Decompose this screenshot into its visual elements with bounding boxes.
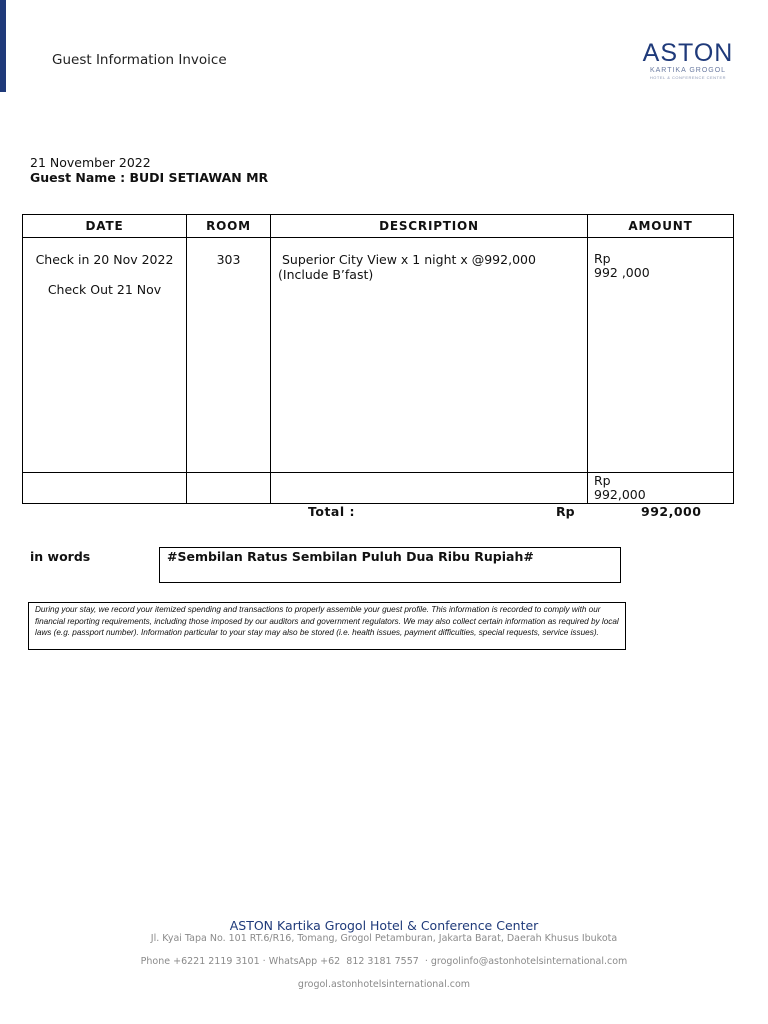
- subtotal-value: 992,000: [594, 487, 646, 502]
- subtotal-amount-cell: [588, 473, 734, 504]
- in-words-label: in words: [30, 549, 91, 564]
- footer-hotel-name: ASTON Kartika Grogol Hotel & Conference Center: [229, 918, 539, 933]
- aston-logo: [632, 40, 744, 81]
- table-row: [23, 238, 734, 473]
- amount-in-words-box: [159, 547, 621, 583]
- footer-contact: Phone +6221 2119 3101 · WhatsApp +62 812 3181 7557 · grogolinfo@astonhotelsinternational.com: [140, 956, 628, 967]
- date-cell: [23, 238, 187, 473]
- footer-address: Jl. Kyai Tapa No. 101 RT.6/R16, Tomang, Grogol Petamburan, Jakarta Barat, Daerah Khusus Ibukota: [150, 933, 618, 944]
- description-line: Superior City View x 1 night x @992,000: [278, 252, 536, 267]
- footer-website: grogol.astonhotelsinternational.com: [297, 979, 471, 990]
- column-header-room: ROOM: [187, 215, 271, 238]
- column-header-amount: AMOUNT: [588, 215, 734, 238]
- table-header-row: [23, 215, 734, 238]
- column-header-date: DATE: [23, 215, 187, 238]
- guest-name: Guest Name : BUDI SETIAWAN MR: [30, 170, 269, 185]
- brand-accent-bar: [0, 0, 6, 92]
- amount-cell: [588, 238, 734, 473]
- logo-wordmark: ASTON: [642, 39, 734, 67]
- description-note: (Include B’fast): [278, 267, 374, 282]
- privacy-notice: During your stay, we record your itemized spending and transactions to properly assemble your guest profile. This information is recorded to comply with our financial reporting requirements, including those imposed by our auditors and government regulators. We may also collect certain information as required by local laws (e.g. passport number). Information particular to your stay may also be stored (i.e. health issues, payment difficulties, special requests, service issues).: [28, 602, 626, 650]
- description-cell: [271, 238, 588, 473]
- logo-tagline: HOTEL & CONFERENCE CENTER: [649, 75, 727, 80]
- room-number: 303: [187, 238, 271, 473]
- logo-subtitle: KARTIKA GROGOL: [649, 67, 727, 74]
- total-label: Total :: [308, 504, 355, 519]
- document-title: Guest Information Invoice: [52, 52, 227, 68]
- column-header-description: DESCRIPTION: [271, 215, 588, 238]
- subtotal-empty-date: [23, 473, 187, 504]
- subtotal-empty-room: [187, 473, 271, 504]
- amount-in-words: #Sembilan Ratus Sembilan Puluh Dua Ribu Rupiah#: [167, 549, 534, 564]
- checkin-date: Check in 20 Nov 2022: [35, 252, 174, 267]
- total-value: 992,000: [641, 504, 702, 519]
- total-currency: Rp: [556, 504, 575, 519]
- checkout-date: Check Out 21 Nov: [47, 282, 162, 297]
- invoice-table: [22, 214, 734, 504]
- amount-currency: Rp: [594, 251, 611, 266]
- subtotal-empty-description: [271, 473, 588, 504]
- subtotal-row: [23, 473, 734, 504]
- invoice-date: 21 November 2022: [30, 155, 151, 170]
- subtotal-currency: Rp: [594, 473, 611, 488]
- amount-value: 992 ,000: [594, 265, 650, 280]
